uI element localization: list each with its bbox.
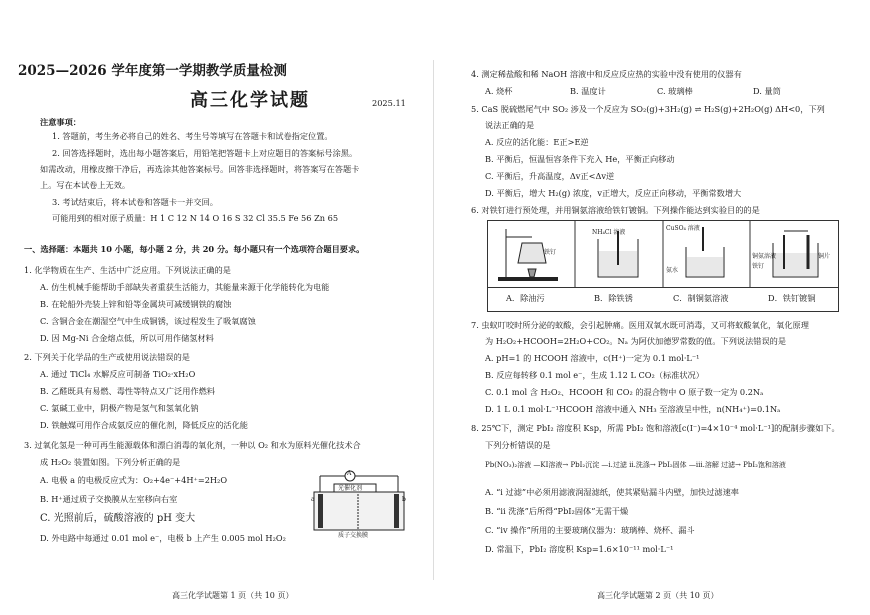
q4-option-a: A. 烧杯 (485, 86, 513, 96)
q5-option-a: A. 反应的活化能：E正>E逆 (485, 137, 589, 147)
electrolytic-tank (314, 492, 404, 530)
q7-stem-cont: 为 H₂O₂+HCOOH=2H₂O+CO₂。Nₐ 为阿伏加德罗常数的值。下列说法错误的是 (485, 336, 787, 346)
electrode-b (394, 494, 399, 528)
q7-option-d: D. 1 L 0.1 mol·L⁻¹HCOOH 溶液中通入 NH₃ 至溶液呈中性，n(NH₄⁺)=0.1Nₐ (485, 404, 781, 414)
q3-stem-cont: 成 H₂O₂ 装置如图。下列分析正确的是 (40, 457, 181, 467)
exam-date: 2025.11 (372, 98, 406, 108)
q1-option-d: D. 因 Mg-Ni 合金熔点低，所以可用作储氢材料 (40, 333, 214, 343)
q3-option-b: B. H⁺通过质子交换膜从左室移向右室 (40, 494, 178, 504)
q1-option-a: A. 仿生机械手能帮助手部缺失者重获生活能力，其能量来源于化学能转化为电能 (40, 282, 330, 292)
q6-choice-b: B．除铁锈 (594, 293, 633, 303)
nh4cl-label: NH₄Cl 溶液 (592, 229, 626, 236)
notice-heading: 注意事项： (40, 117, 81, 127)
q1-option-b: B. 在轮船外壳装上锌和铅等金属块可减缓钢铁的腐蚀 (40, 299, 232, 309)
q7-option-a: A. pH=1 的 HCOOH 溶液中，c(H⁺)一定为 0.1 mol·L⁻¹ (485, 353, 700, 363)
burner-icon (528, 269, 536, 277)
q7-stem: 7. 虫蚁叮咬时所分泌的蚁酸，会引起肿痛。医用双氧水既可消毒，又可将蚁酸氧化，氧化原理 (471, 320, 809, 330)
right-page (435, 0, 870, 615)
q4-stem: 4. 测定稀盐酸和稀 NaOH 溶液中和反应反应热的实验中没有使用的仪器有 (471, 69, 742, 79)
q6-stem: 6. 对铁钉进行预处理，并用铜氨溶液给铁钉镀铜。下列操作能达到实验目的的是 (471, 205, 760, 215)
q3-cell-diagram (310, 470, 410, 542)
q7-option-b: B. 反应每转移 0.1 mol e⁻，生成 1.12 L CO₂（标准状况） (485, 370, 704, 380)
copper-ammonia-label: 铜氨溶液 (752, 253, 777, 260)
q4-option-b: B. 温度计 (570, 86, 606, 96)
q6-choice-d: D．铁钉镀铜 (768, 293, 816, 303)
q2-option-c: C. 氯碱工业中，阴极产物是氢气和氢氧化钠 (40, 403, 199, 413)
iron-nail-label-d: 铁钉 (752, 263, 765, 270)
page-footer: 高三化学试题第 1 页（共 10 页） (172, 591, 294, 600)
apparatus-label-row (488, 287, 838, 288)
iron-nail-label-a: 铁钉 (544, 249, 557, 256)
q7-option-c: C. 0.1 mol 含 H₂O₂、HCOOH 和 CO₂ 的混合物中 O 原子数一定为 0.2Nₐ (485, 387, 764, 397)
cuso4-label: CuSO₄ 溶液 (666, 225, 700, 232)
q8-option-a: A. “i 过滤”中必须用滤液润湿滤纸，使其紧贴漏斗内壁，加快过滤速率 (485, 487, 739, 497)
q2-option-a: A. 通过 TiCl₄ 水解反应可制备 TiO₂·xH₂O (40, 369, 196, 379)
q2-stem: 2. 下列关于化学品的生产或使用说法错误的是 (24, 352, 190, 362)
flask-icon (518, 243, 546, 263)
q3-option-d: D. 外电路中每通过 0.01 mol e⁻，电极 b 上产生 0.005 mol H₂O₂ (40, 533, 286, 543)
q5-option-b: B. 平衡后，恒温恒容条件下充入 He，平衡正向移动 (485, 154, 675, 164)
notice-line: 1. 答题前，考生务必将自己的姓名、考生号等填写在答题卡和试卷指定位置。 (52, 131, 333, 141)
page-footer: 高三化学试题第 2 页（共 10 页） (597, 591, 719, 600)
q8-option-b: B. “ii 洗涤”后所得“PbI₂固体”无需干燥 (485, 506, 629, 516)
q8-stem: 8. 25℃下，测定 PbI₂ 溶度积 Ksp，所需 PbI₂ 饱和溶液[c(I⁻)=4×10⁻⁴ mol·L⁻¹]的配制步骤如下。 (471, 423, 840, 433)
q8-flow-chart: Pb(NO₃)₂溶液 —KI溶液→ PbI₂沉淀 —i.过滤 ii.洗涤→ PbI₂固体 —iii.溶解 过滤→ PbI₂饱和溶液 (485, 461, 786, 469)
q4-option-c: C. 玻璃棒 (657, 86, 693, 96)
q8-option-d: D. 常温下，PbI₂ 溶度积 Ksp=1.6×10⁻¹¹ mol·L⁻¹ (485, 544, 674, 554)
q1-stem: 1. 化学物质在生产、生活中广泛应用。下列说法正确的是 (24, 265, 231, 275)
section-heading: 一、选择题：本题共 10 小题，每小题 2 分，共 20 分。每小题只有一个选项符合题目要求。 (24, 244, 365, 254)
q5-option-c: C. 平衡后，升高温度，Δv正<Δv逆 (485, 171, 615, 181)
q6-choice-a: A．除油污 (506, 293, 545, 303)
q2-option-d: D. 铁触媒可用作合成氨反应的催化剂，降低反应的活化能 (40, 420, 248, 430)
q6-apparatus-svg (488, 221, 838, 287)
q5-option-d: D. 平衡后，增大 H₂(g) 浓度，v正增大，反应正向移动，平衡常数增大 (485, 188, 742, 198)
q3-stem: 3. 过氧化氢是一种可再生能源载体和漂白消毒的氧化剂，一种以 O₂ 和水为原料光催化技术合 (24, 440, 361, 450)
q2-option-b: B. 乙醛既具有易燃、毒性等特点又广泛用作燃料 (40, 386, 215, 396)
notice-line: 2. 回答选择题时，选出每小题答案后，用铅笔把答题卡上对应题目的答案标号涂黑。 (52, 148, 358, 158)
exam-title: 高三化学试题 (190, 90, 310, 111)
electrode-b-label: b (402, 496, 406, 503)
q8-stem-cont: 下列分析错误的是 (485, 440, 551, 450)
electrode-a-label: a (311, 496, 315, 503)
notice-line: 上。写在本试卷上无效。 (40, 180, 131, 190)
copper-plate-label: 铜片 (818, 253, 831, 260)
q3-option-a: A. 电极 a 的电极反应式为：O₂+4e⁻+4H⁺=2H₂O (40, 475, 228, 485)
q4-option-d: D. 量筒 (753, 86, 781, 96)
electrode-a (318, 494, 323, 528)
q1-option-c: C. 含铜合金在潮湿空气中生成铜锈，该过程发生了吸氧腐蚀 (40, 316, 256, 326)
ammeter-label: A (347, 470, 352, 477)
q5-stem-cont: 说法正确的是 (485, 120, 535, 130)
membrane-label: 质子交换膜 (338, 532, 369, 539)
photocatalyst-label: 光催化剂 (338, 485, 363, 492)
notice-line: 如需改动，用橡皮擦干净后，再选涂其他答案标号。回答非选择题时，将答案写在答题卡 (40, 164, 360, 174)
q6-apparatus-table (487, 220, 839, 312)
q8-option-c: C. “iv 操作”所用的主要玻璃仪器为：玻璃棒、烧杯、漏斗 (485, 525, 695, 535)
q6-choice-c: C．制铜氨溶液 (673, 293, 729, 303)
ammonia-label: 氨水 (666, 267, 679, 274)
q5-stem: 5. CaS 脱硫燃尾气中 SO₂ 涉及一个反应为 SO₂(g)+3H₂(g) ⇌ H₂S(g)+2H₂O(g) ΔH<0，下列 (471, 104, 825, 114)
atomic-mass-line: 可能用到的相对原子质量：H 1 C 12 N 14 O 16 S 32 Cl 35.5 Fe 56 Zn 65 (52, 213, 339, 223)
q3-option-c: C. 光照前后，硫酸溶液的 pH 变大 (40, 513, 196, 524)
exam-header: 2025—2026 学年度第一学期教学质量检测 (18, 63, 287, 79)
notice-line: 3. 考试结束后，将本试卷和答题卡一并交回。 (52, 197, 218, 207)
